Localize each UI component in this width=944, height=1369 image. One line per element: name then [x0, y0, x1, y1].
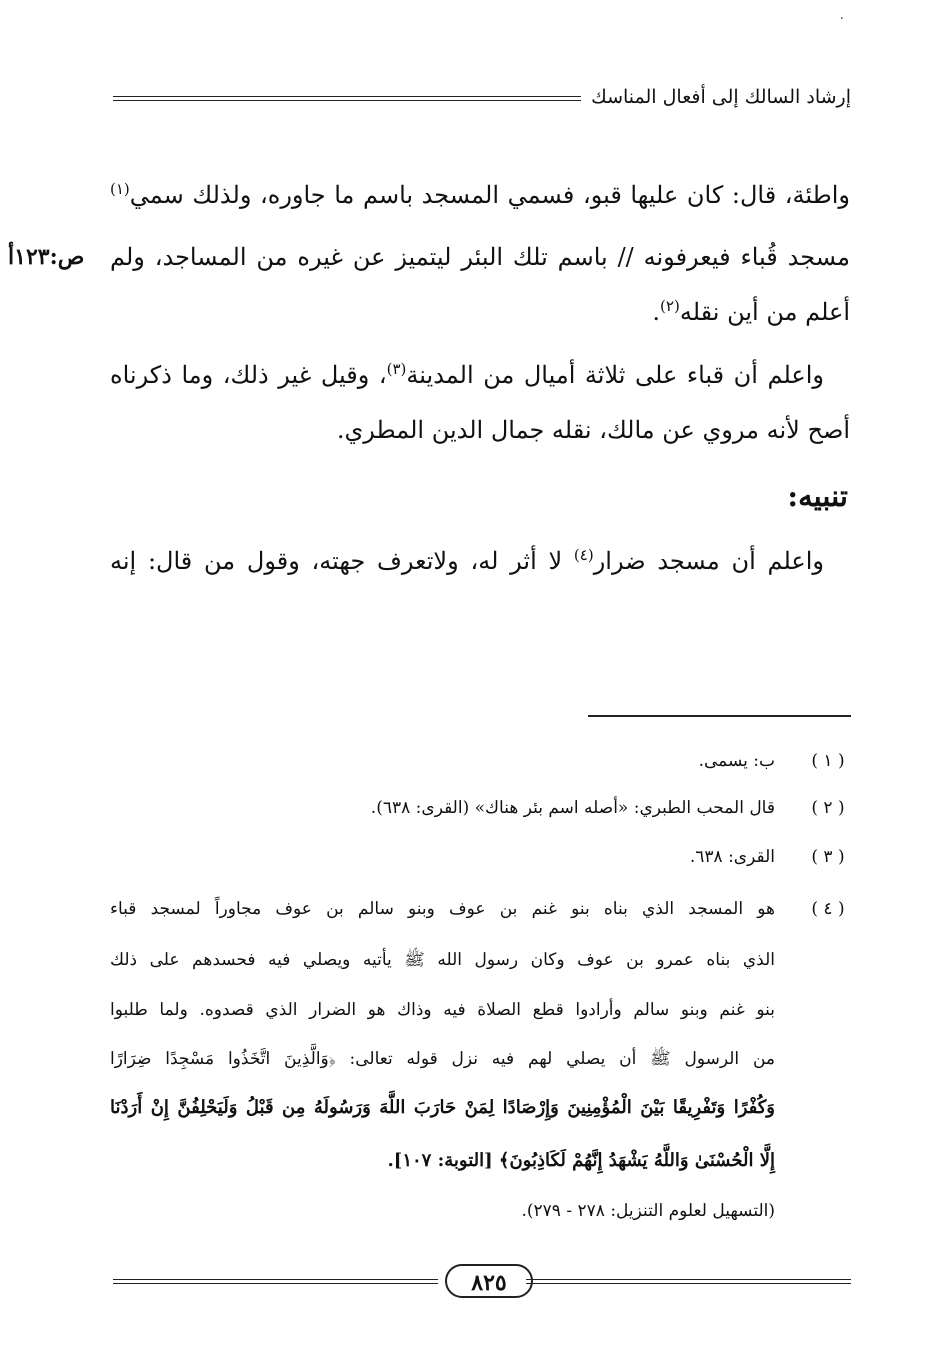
footnote-separator [588, 715, 851, 717]
page-number: ٨٢٥ [445, 1264, 533, 1298]
body-line-3 [652, 292, 850, 332]
body-line-1 [110, 175, 850, 215]
footnote-number: ( ٤ ) [811, 899, 845, 919]
body-line-tail: لا أثر له، ولاتعرف جهته، وقول من قال: إنه [110, 547, 574, 575]
manuscript-folio-note: ص:١٢٣أ [8, 244, 85, 270]
footnote-ref-2[interactable]: (٢) [660, 297, 680, 315]
body-line-text: مسجد قُباء فيعرفونه // باسم تلك البئر ليتميز عن غيره من المساجد، ولم [110, 243, 850, 271]
body-line-tail: . [652, 298, 661, 326]
header-rule [113, 96, 589, 101]
footnote-text: هو المسجد الذي بناه بنو غنم بن عوف وبنو سالم بن عوف مجاوراً لمسجد قباء [110, 899, 775, 919]
body-line-4 [110, 355, 824, 395]
footnote-source: (التسهيل لعلوم التنزيل: ٢٧٨ - ٢٧٩). [521, 1201, 775, 1221]
footer-rule [113, 1279, 438, 1284]
footer-rule [526, 1279, 851, 1284]
footnote-ref-4[interactable]: (٤) [573, 546, 594, 564]
body-line-text: أصح لأنه مروي عن مالك، نقله جمال الدين المطري. [336, 416, 850, 444]
body-line-5 [337, 410, 850, 450]
footnote-text: بنو غنم وبنو سالم وأرادوا قطع الصلاة فيه وذاك هو الضرار الذي قصدوه. ولما طلبوا [110, 1000, 775, 1020]
body-line-2 [110, 237, 850, 277]
corner-mark: ٠ [838, 10, 846, 26]
footnote-text: القرى: ٦٣٨. [689, 847, 775, 867]
footnote-text: قال المحب الطبري: «أصله اسم بئر هناك» (القرى: ٦٣٨). [370, 798, 775, 818]
body-line-text: واعلم أن مسجد ضرار [593, 547, 824, 575]
footnote-ref-3[interactable]: (٣) [386, 360, 407, 378]
body-line-text: واعلم أن قباء على ثلاثة أميال من المدينة [406, 361, 824, 389]
footnote-quran-text: إِلَّا الْحُسْنَىٰ وَاللَّهُ يَشْهَدُ إِنَّهُمْ لَكَاذِبُونَ﴾ [التوبة: ١٠٧]. [387, 1150, 775, 1171]
body-line-text: أعلم من أين نقله [679, 298, 850, 326]
section-heading: تنبيه: [787, 479, 848, 513]
body-line-text: واطئة، قال: كان عليها قبو، فسمي المسجد باسم ما جاوره، ولذلك سمي [129, 181, 850, 209]
footnote-text: ب: يسمى. [698, 751, 775, 771]
page-footer [113, 1262, 851, 1302]
body-line-tail: ، وقيل غير ذلك، وما ذكرناه [110, 361, 387, 389]
footnote-text: الذي بناه عمرو بن عوف وكان رسول الله ﷺ يأتيه ويصلي فيه فحسدهم على ذلك [110, 950, 775, 970]
footnote-ref-1[interactable]: (١) [110, 180, 130, 198]
footnote-text: من الرسول ﷺ أن يصلي لهم فيه نزل قوله تعالى: ﴿وَالَّذِينَ اتَّخَذُوا مَسْجِدًا ضِرَارًا [110, 1049, 775, 1069]
footnote-quran-text: وَكُفْرًا وَتَفْرِيقًا بَيْنَ الْمُؤْمِنِينَ وَإِرْصَادًا لِمَنْ حَارَبَ اللَّهَ وَرَسُولَهُ مِن قَبْلُ وَلَيَحْلِفُنَّ إِنْ أَرَدْنَا [110, 1097, 775, 1118]
body-line-6 [110, 541, 824, 581]
footnote-number: ( ١ ) [811, 751, 845, 771]
running-header [113, 82, 851, 112]
footnote-number: ( ٣ ) [811, 847, 845, 867]
running-title: إرشاد السالك إلى أفعال المناسك [581, 82, 851, 112]
footnote-number: ( ٢ ) [811, 798, 845, 818]
